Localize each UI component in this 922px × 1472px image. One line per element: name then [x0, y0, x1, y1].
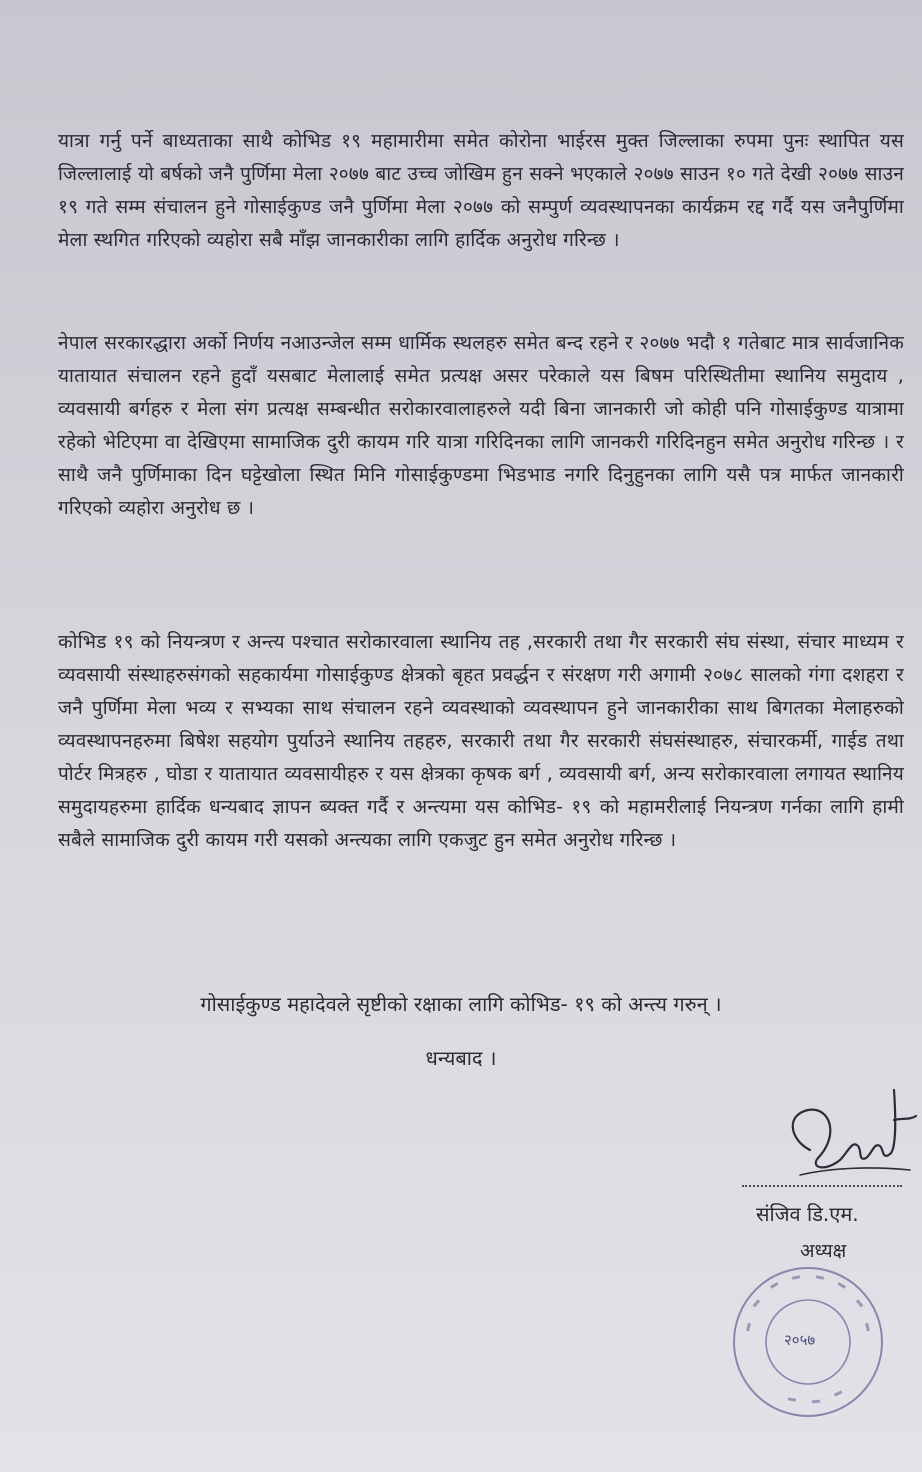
- signer-name: संजिव डि.एम.: [756, 1202, 859, 1226]
- signer-title: अध्यक्ष: [800, 1240, 847, 1262]
- letter-paragraph-3: कोभिड १९ को नियन्त्रण र अन्त्य पश्चात सरोकारवाला स्थानिय तह ,सरकारी तथा गैर सरकारी संघ संस्था, संचार माध्यम र व्यवसायी संस्थाहरुसंगको सहकार्यमा गोसाईकुण्ड क्षेत्रको बृहत प्रवर्द्धन र संरक्षण गरी अगामी २०७८ सालको गंगा दशहरा र जनै पुर्णिमा मेला भव्य र सभ्यका साथ संचालन रहने व्यवस्थाको व्यवस्थापन हुने जानकारीका साथ बिगतका मेलाहरुको व्यवस्थापनहरुमा बिषेश सहयोग पुर्याउने स्थानिय तहहरु, सरकारी तथा गैर सरकारी संघसंस्थाहरु, संचारकर्मी, गाईड तथा पोर्टर मित्रहरु , घोडा र यातायात व्यवसायीहरु र यस क्षेत्रका कृषक बर्ग , व्यवसायी बर्ग, अन्य सरोकारवाला लगायत स्थानिय समुदायहरुमा हार्दिक धन्यबाद ज्ञापन ब्यक्त गर्दै र अन्त्यमा यस कोभिड- १९ को महामरीलाई नियन्त्रण गर्नका लागि हामी सबैले सामाजिक दुरी कायम गरी यसको अन्त्यका लागि एकजुट हुन समेत अनुरोध गरिन्छ ।: [58, 631, 904, 851]
- signature-dotted-line: [742, 1185, 902, 1187]
- letter-paragraph-1: यात्रा गर्नु पर्ने बाध्यताका साथै कोभिड १९ महामारीमा समेत कोरोना भाईरस मुक्त जिल्लाका रुपमा पुनः स्थापित यस जिल्लालाई यो बर्षको जनै पुर्णिमा मेला २०७७ बाट उच्च जोखिम हुन सक्ने भएकाले २०७७ साउन १० गते देखी २०७७ साउन १९ गते सम्म संचालन हुने गोसाईकुण्ड जनै पुर्णिमा मेला २०७७ को सम्पुर्ण व्यवस्थापनका कार्यक्रम रद्द गर्दै यस जनैपुर्णिमा मेला स्थगित गरिएको व्यहोरा सबै माँझ जानकारीका लागि हार्दिक अनुरोध गरिन्छ ।: [58, 130, 904, 251]
- closing-slogan: गोसाईकुण्ड महादेवले सृष्टीको रक्षाका लागि कोभिड- १९ को अन्त्य गरुन् ।: [200, 992, 722, 1016]
- thanks-line: धन्यबाद ।: [425, 1046, 497, 1070]
- letter-paragraph-2: नेपाल सरकारद्धारा अर्को निर्णय नआउन्जेल सम्म धार्मिक स्थलहरु समेत बन्द रहने र २०७७ भदौ १ गतेबाट मात्र सार्वजानिक यातायात संचालन रहने हुदाँ यसबाट मेलालाई समेत प्रत्यक्ष असर परेकाले यस बिषम परिस्थितीमा स्थानिय समुदाय , व्यवसायी बर्गहरु र मेला संग प्रत्यक्ष सम्बन्धीत सरोकारवालाहरुले यदी बिना जानकारी जो कोही पनि गोसाईकुण्ड यात्रामा रहेको भेटिएमा वा देखिएमा सामाजिक दुरी कायम गरि यात्रा गरिदिनका लागि जानकरी गरिदिनहुन समेत अनुरोध गरिन्छ । र साथै जनै पुर्णिमाका दिन घट्टेखोला स्थित मिनि गोसाईकुण्डमा भिडभाड नगरि दिनुहुनका लागि यसै पत्र मार्फत जानकारी गरिएको व्यहोरा अनुरोध छ ।: [58, 332, 904, 519]
- seal-year: २०५७: [784, 1331, 816, 1349]
- handwritten-signature-icon: [770, 1080, 920, 1190]
